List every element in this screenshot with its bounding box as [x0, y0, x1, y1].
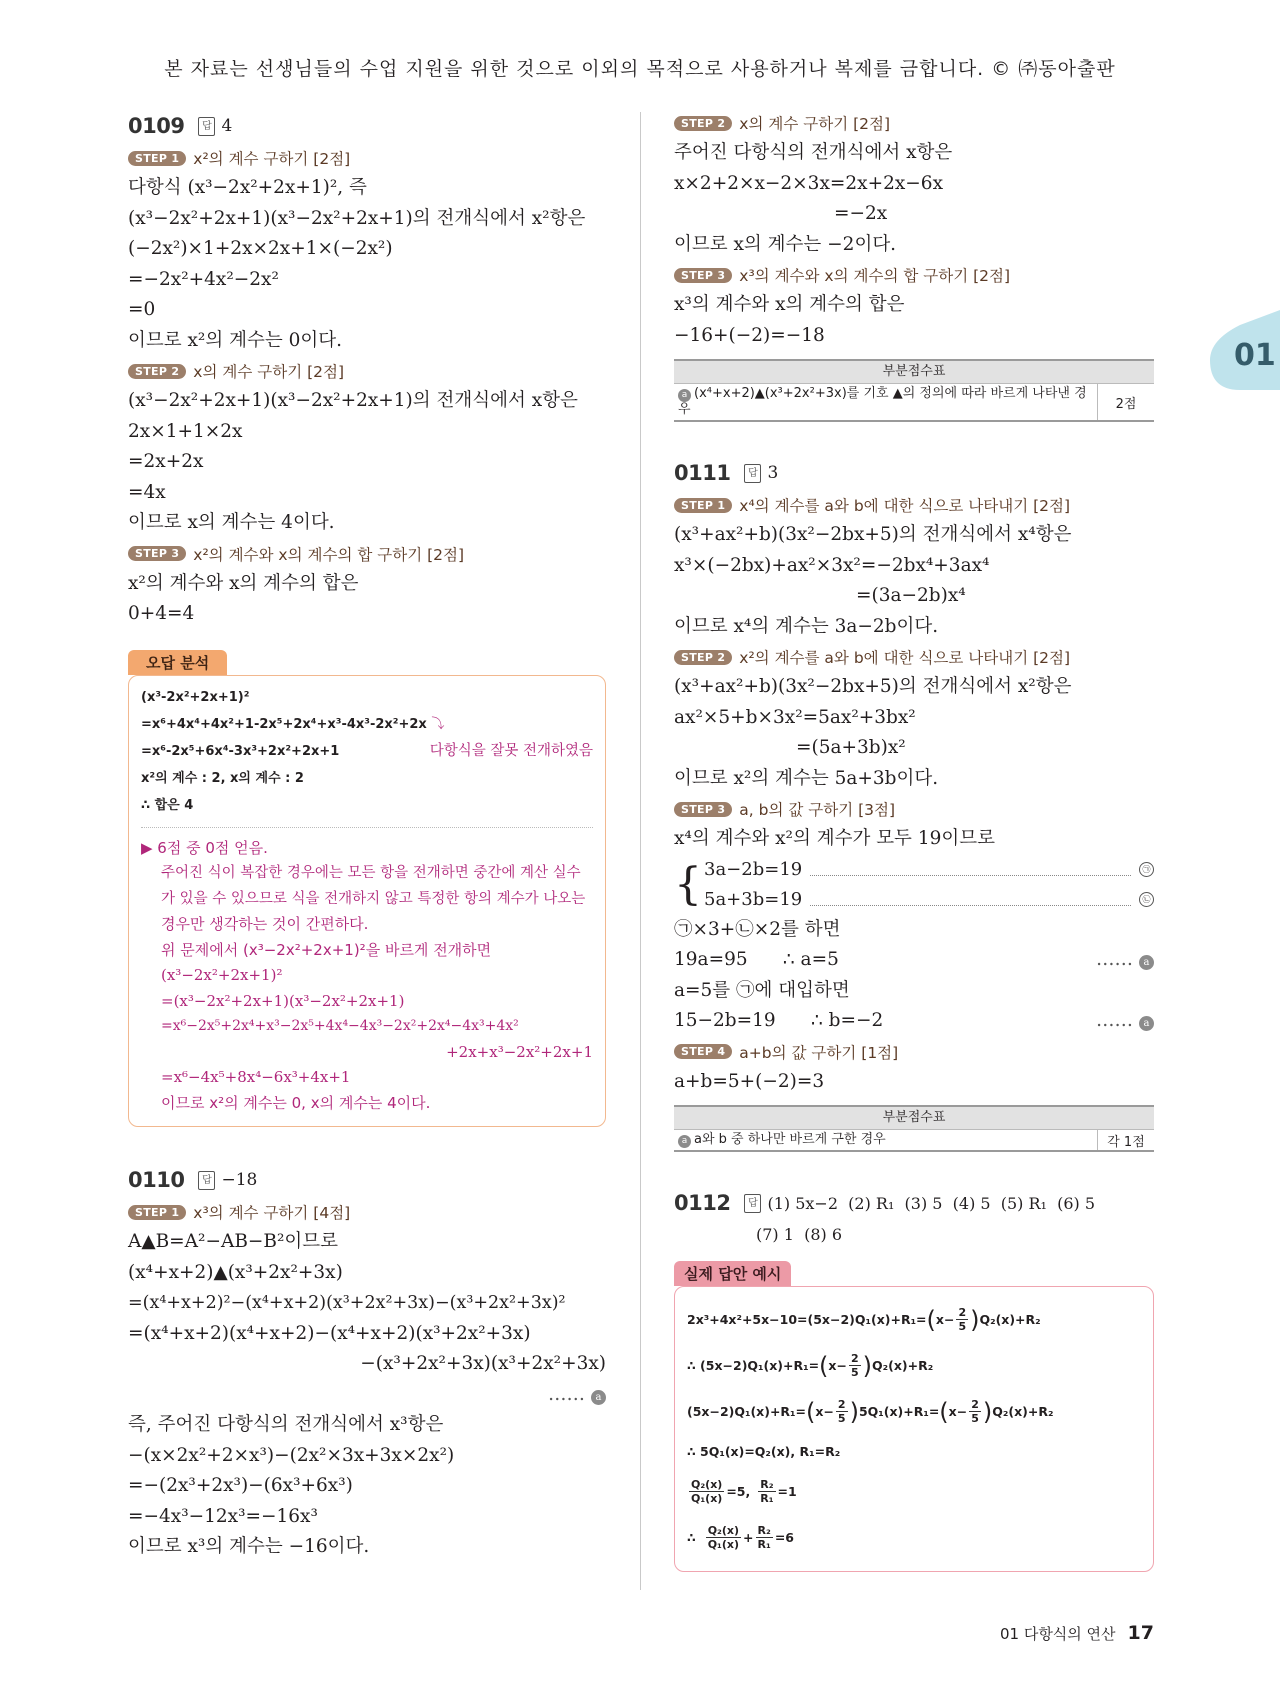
- divider: [141, 827, 593, 828]
- denominator: 5: [837, 1412, 846, 1425]
- comment-line: =x⁶−4x⁵+8x⁴−6x³+4x+1: [161, 1068, 351, 1086]
- denominator: 5: [958, 1320, 967, 1333]
- equation-list: [704, 855, 1154, 915]
- step-heading: [674, 794, 1154, 824]
- comment-line: 주어진 식이 복잡한 경우에는 모든 항을 전개하면 중간에 계산 실수: [161, 865, 581, 881]
- equation: 5a+3b=19: [704, 889, 803, 910]
- solution-line: −(x³+2x²+3x)(x³+2x²+3x): [360, 1353, 606, 1374]
- step-badge: STEP 1: [128, 151, 186, 166]
- numerator: R₂: [760, 1478, 774, 1491]
- step-badge: STEP 3: [128, 546, 186, 561]
- solution-line: =(5a+3b)x²: [796, 737, 906, 758]
- answer-icon: 답: [744, 464, 761, 483]
- step-badge: STEP 3: [674, 802, 732, 817]
- solution-line: −(x×2x²+2×x³)−(2x²×3x+3x×2x²): [128, 1444, 455, 1466]
- problem-answer: 3: [767, 463, 779, 483]
- solution-line: 2x×1+1×2x: [128, 420, 243, 442]
- comment-line: =x⁶−2x⁵+2x⁴+x³−2x⁵+4x⁴−4x³−2x²+2x⁴−4x³+4x²: [161, 1018, 519, 1034]
- step-heading: [128, 539, 606, 569]
- fraction-two-fifths: [969, 1398, 981, 1425]
- hw-text: ∴ (5x−2)Q₁(x)+R₁=: [687, 1358, 820, 1373]
- solution-line: =−2x: [834, 203, 888, 224]
- mark-a-icon: a: [678, 389, 691, 402]
- answer-icon: 답: [744, 1194, 761, 1213]
- comment-line: 이므로 x²의 계수는 0, x의 계수는 4이다.: [161, 1093, 431, 1112]
- denominator: 5: [971, 1412, 979, 1425]
- step-title: x²의 계수와 x의 계수의 합 구하기 [2점]: [193, 545, 465, 564]
- solution-line: 이므로 x³의 계수는 −16이다.: [128, 1536, 370, 1557]
- score-criterion-text: (x⁴+x+2)▲(x³+2x²+3x)를 기호 ▲의 정의에 따라 바르게 나타낸 경우: [678, 386, 1087, 417]
- paren: (: [806, 1397, 816, 1426]
- chapter-title: 01 다항식의 연산: [999, 1625, 1116, 1643]
- solution-line: (x³−2x²+2x+1)(x³−2x²+2x+1)의 전개식에서 x항은: [128, 390, 578, 411]
- copyright-notice: 본 자료는 선생님들의 수업 지원을 위한 것으로 이외의 목적으로 사용하거나 복제를 금합니다. © ㈜동아출판: [164, 58, 1116, 80]
- answer-icon: 답: [198, 1171, 215, 1190]
- page-number: 17: [1127, 1622, 1154, 1644]
- solution-line: (x³+ax²+b)(3x²−2bx+5)의 전개식에서 x⁴항은: [674, 524, 1072, 545]
- real-answer-section: [674, 1261, 1154, 1572]
- step-badge: STEP 4: [674, 1044, 732, 1059]
- equation-row: [704, 885, 1154, 915]
- handwritten-line: [141, 711, 593, 738]
- fraction-q2-over-q1: [689, 1478, 724, 1505]
- solution-line: =(3a−2b)x⁴: [856, 585, 966, 606]
- numerator: Q₂(x): [707, 1524, 740, 1537]
- solution-text: 15−2b=19 ∴ b=−2: [674, 1010, 884, 1031]
- side-tab-label: 01: [1234, 338, 1276, 373]
- solution-line: =−2x²+4x²−2x²: [128, 268, 279, 290]
- paren: ): [982, 1397, 993, 1426]
- real-answer-box: [674, 1286, 1154, 1572]
- mark-a-icon: a: [1139, 1016, 1154, 1031]
- step-title: x³의 계수와 x의 계수의 합 구하기 [2점]: [739, 267, 1011, 285]
- score-table-header: 부분점수표: [674, 1107, 1154, 1129]
- step-badge: STEP 2: [128, 364, 186, 379]
- paren: ): [849, 1397, 859, 1426]
- fraction-r2-over-r1: [756, 1524, 773, 1551]
- problem-0111: [674, 456, 1154, 1152]
- denominator: 5: [850, 1366, 859, 1379]
- hw-text: x−: [948, 1404, 968, 1419]
- error-analysis-tab: 오답 분석: [128, 650, 227, 675]
- handwritten-expansion: =x⁶+4x⁴+4x²+1-2x⁵+2x⁴+x³-4x³-2x²+2x: [141, 716, 427, 732]
- solution-line: =(x⁴+x+2)²−(x⁴+x+2)(x³+2x²+3x)−(x³+2x²+3x)²: [128, 1293, 566, 1313]
- score-criterion-text: a와 b 중 하나만 바르게 구한 경우: [694, 1132, 886, 1147]
- hw-text: 2x³+4x²+5x−10=(5x−2)Q₁(x)+R₁=: [687, 1312, 927, 1327]
- step-heading: [128, 143, 606, 173]
- answer-icon: 답: [198, 117, 215, 136]
- solution-text: 19a=95 ∴ a=5: [674, 949, 839, 970]
- solution-line: x³의 계수와 x의 계수의 합은: [674, 294, 905, 315]
- arrow-icon: ⤵: [431, 716, 445, 732]
- comment-line: 위 문제에서 (x³−2x²+2x+1)²을 바르게 전개하면: [161, 940, 492, 959]
- handwritten-line: (x³-2x²+2x+1)²: [141, 689, 250, 705]
- paren: (: [939, 1397, 949, 1426]
- handwritten-line: ∴ 5Q₁(x)=Q₂(x), R₁=R₂: [687, 1444, 841, 1459]
- problem-number: 0111: [674, 461, 731, 485]
- problem-answer: (1) 5x−2 (2) R₁ (3) 5 (4) 5 (5) R₁ (6) 5: [767, 1193, 1096, 1213]
- solution-line: ㉠×3+㉡×2를 하면: [674, 918, 841, 940]
- handwritten-line: [687, 1515, 1141, 1561]
- error-note: 다항식을 잘못 전개하였음: [429, 742, 593, 759]
- solution-line: x⁴의 계수와 x²의 계수가 모두 19이므로: [674, 828, 995, 849]
- hw-text: =5,: [726, 1484, 751, 1499]
- numerator: 2: [837, 1398, 846, 1411]
- fraction-two-fifths: [956, 1306, 968, 1333]
- solution-line: 주어진 다항식의 전개식에서 x항은: [674, 142, 953, 163]
- problem-0110: [128, 1163, 606, 1563]
- mark-group: [1096, 1006, 1154, 1037]
- equation-label: ㉠: [1139, 862, 1154, 877]
- problem-number: 0109: [128, 114, 185, 138]
- step-title: a, b의 값 구하기 [3점]: [739, 801, 896, 819]
- problem-0111-header: [674, 456, 1154, 490]
- solution-line: 이므로 x⁴의 계수는 3a−2b이다.: [674, 615, 939, 637]
- solution-line: a=5를 ㉠에 대입하면: [674, 979, 850, 1001]
- solution-line: =(x⁴+x+2)(x⁴+x+2)−(x⁴+x+2)(x³+2x²+3x): [128, 1322, 531, 1344]
- solution-line: −16+(−2)=−18: [674, 324, 825, 346]
- left-column: [128, 105, 606, 1563]
- solution-line: 즉, 주어진 다항식의 전개식에서 x³항은: [128, 1414, 444, 1435]
- step-title: x³의 계수 구하기 [4점]: [193, 1204, 351, 1222]
- denominator: Q₁(x): [707, 1538, 740, 1551]
- paren: (: [819, 1351, 829, 1380]
- hw-text: Q₂(x)+R₂: [979, 1312, 1041, 1327]
- solution-mark-line: [128, 1380, 606, 1411]
- numerator: 2: [850, 1352, 859, 1365]
- problem-0112: [674, 1186, 1154, 1572]
- step-badge: STEP 3: [674, 268, 732, 283]
- comment-line: =(x³−2x²+2x+1)(x³−2x²+2x+1): [161, 991, 405, 1010]
- hw-text: 5Q₁(x)+R₁=: [858, 1404, 940, 1419]
- score-criterion: [674, 1130, 1097, 1150]
- paren: ): [970, 1305, 980, 1334]
- step-heading: [128, 356, 606, 386]
- step-badge: STEP 1: [674, 498, 732, 513]
- numerator: 2: [971, 1398, 979, 1411]
- step-badge: STEP 2: [674, 116, 732, 131]
- leader-dots: [810, 863, 1131, 876]
- solution-line: A▲B=A²−AB−B²이므로: [128, 1231, 339, 1252]
- handwritten-line: [687, 1389, 1141, 1435]
- step-title: x²의 계수를 a와 b에 대한 식으로 나타내기 [2점]: [739, 649, 1071, 667]
- equation-row: [704, 855, 1154, 885]
- step-heading: [674, 642, 1154, 672]
- handwritten-result: =x⁶-2x⁵+6x⁴-3x³+2x²+2x+1: [141, 743, 340, 759]
- partial-score-table: [674, 359, 1154, 422]
- step-heading: [674, 260, 1154, 290]
- denominator: Q₁(x): [691, 1492, 723, 1505]
- handwritten-line: [687, 1297, 1141, 1343]
- equation: 3a−2b=19: [704, 859, 803, 880]
- mark-a-icon: a: [1139, 955, 1154, 970]
- handwritten-line: x²의 계수 : 2, x의 계수 : 2: [141, 770, 304, 786]
- numerator: 2: [958, 1306, 967, 1319]
- equation-system: [674, 855, 1154, 915]
- step-heading: [674, 1037, 1154, 1067]
- fraction-r2-over-r1: [758, 1478, 775, 1505]
- handwritten-line: [687, 1343, 1141, 1389]
- hw-text: Q₂(x)+R₂: [992, 1404, 1054, 1419]
- solution-line: =−4x³−12x³=−16x³: [128, 1505, 318, 1527]
- hw-text: =1: [777, 1484, 797, 1499]
- step-heading: [674, 490, 1154, 520]
- numerator: Q₂(x): [691, 1478, 723, 1491]
- comment-line: (x³−2x²+2x+1)²: [161, 966, 283, 984]
- hw-text: ∴: [687, 1530, 696, 1545]
- solution-line: ax²×5+b×3x²=5ax²+3bx²: [674, 706, 916, 728]
- leader-dots: ……: [548, 1383, 585, 1405]
- solution-line: =4x: [128, 481, 166, 503]
- step-title: x의 계수 구하기 [2점]: [193, 363, 345, 381]
- handwritten-line: [687, 1469, 1141, 1515]
- solution-line: =0: [128, 299, 156, 320]
- leader-dots: ……: [1096, 1010, 1133, 1031]
- hw-text: +: [743, 1530, 754, 1545]
- hw-text: x−: [828, 1358, 847, 1373]
- paren: (: [926, 1305, 936, 1334]
- step-heading: [128, 1197, 606, 1227]
- solution-line: [674, 1006, 1154, 1037]
- handwritten-line: [141, 738, 593, 765]
- partial-score-table: [674, 1105, 1154, 1152]
- chapter-side-tab: [1200, 310, 1280, 390]
- comment-line: ▶ 6점 중 0점 얻음.: [141, 838, 268, 857]
- score-criterion: [674, 384, 1097, 420]
- equation-label: ㉡: [1139, 892, 1154, 907]
- score-table-row: [674, 383, 1154, 420]
- fraction-two-fifths: [836, 1398, 848, 1425]
- problem-answer-continued: (7) 1 (8) 6: [756, 1225, 843, 1244]
- problem-0110-header: [128, 1163, 606, 1197]
- paren: ): [862, 1351, 872, 1380]
- mark-group: [1096, 945, 1154, 976]
- denominator: R₁: [757, 1538, 771, 1551]
- brace: {: [674, 858, 702, 910]
- comment-line: +2x+x³−2x²+2x+1: [446, 1042, 593, 1061]
- solution-line: =2x+2x: [128, 451, 204, 472]
- mark-a-icon: a: [591, 1390, 606, 1405]
- solution-line: 이므로 x²의 계수는 0이다.: [128, 329, 342, 351]
- handwritten-line: ∴ 합은 4: [141, 797, 194, 813]
- solution-line: =−(2x³+2x³)−(6x³+6x³): [128, 1475, 353, 1496]
- score-table-header: 부분점수표: [674, 361, 1154, 383]
- problem-number: 0110: [128, 1168, 185, 1192]
- score-points: 각 1점: [1097, 1130, 1154, 1150]
- leader-dots: [810, 893, 1131, 906]
- solution-line: (x³−2x²+2x+1)(x³−2x²+2x+1)의 전개식에서 x²항은: [128, 207, 586, 229]
- hw-text: x−: [815, 1404, 834, 1419]
- column-divider: [640, 112, 641, 1590]
- solution-line: (x³+ax²+b)(3x²−2bx+5)의 전개식에서 x²항은: [674, 676, 1072, 697]
- leader-dots: ……: [1096, 949, 1133, 970]
- solution-line: (x⁴+x+2)▲(x³+2x²+3x): [128, 1261, 343, 1283]
- solution-line: 이므로 x의 계수는 4이다.: [128, 512, 335, 533]
- solution-line: 이므로 x의 계수는 −2이다.: [674, 233, 897, 255]
- hw-text: (5x−2)Q₁(x)+R₁=: [687, 1404, 806, 1419]
- fraction-q2-over-q1: [706, 1524, 741, 1551]
- denominator: R₁: [760, 1492, 774, 1505]
- solution-line: (−2x²)×1+2x×2x+1×(−2x²): [128, 238, 393, 259]
- step-title: a+b의 값 구하기 [1점]: [739, 1043, 899, 1062]
- step-title: x⁴의 계수를 a와 b에 대한 식으로 나타내기 [2점]: [739, 497, 1071, 515]
- solution-line: 다항식 (x³−2x²+2x+1)², 즉: [128, 177, 367, 198]
- solution-line: 0+4=4: [128, 603, 195, 624]
- mark-a-icon: a: [678, 1135, 691, 1148]
- solution-line: 이므로 x²의 계수는 5a+3b이다.: [674, 767, 939, 789]
- solution-line: x×2+2×x−2×3x=2x+2x−6x: [674, 172, 943, 194]
- hw-text: =6: [774, 1530, 794, 1545]
- step-badge: STEP 2: [674, 650, 732, 665]
- error-analysis-box: [128, 675, 606, 1128]
- hw-text: x−: [935, 1312, 955, 1327]
- solution-line: [674, 945, 1154, 976]
- fraction-two-fifths: [849, 1352, 861, 1379]
- problem-0112-header: [674, 1186, 1154, 1220]
- solution-line: x³×(−2bx)+ax²×3x²=−2bx⁴+3ax⁴: [674, 554, 990, 576]
- score-table-row: [674, 1129, 1154, 1150]
- numerator: R₂: [757, 1524, 771, 1537]
- problem-answer: −18: [221, 1170, 258, 1190]
- real-answer-tab: 실제 답안 예시: [674, 1261, 791, 1286]
- problem-number: 0112: [674, 1191, 731, 1215]
- comment-line: 경우만 생각하는 것이 간편하다.: [161, 915, 369, 933]
- right-column: [674, 108, 1154, 1572]
- score-points: 2점: [1097, 384, 1154, 420]
- error-analysis-section: [128, 650, 606, 1128]
- solution-line: x²의 계수와 x의 계수의 합은: [128, 572, 359, 594]
- page-footer: [1000, 1622, 1154, 1644]
- comment-line: 가 있을 수 있으므로 식을 전개하지 않고 특정한 항의 계수가 나오는: [161, 890, 586, 907]
- step-heading: [674, 108, 1154, 138]
- hw-text: Q₂(x)+R₂: [872, 1358, 934, 1373]
- step-title: x의 계수 구하기 [2점]: [739, 115, 891, 133]
- step-title: x²의 계수 구하기 [2점]: [193, 150, 351, 168]
- problem-0109-header: [128, 109, 606, 143]
- problem-answer: 4: [221, 116, 233, 136]
- solution-line: a+b=5+(−2)=3: [674, 1070, 825, 1092]
- step-badge: STEP 1: [128, 1205, 186, 1220]
